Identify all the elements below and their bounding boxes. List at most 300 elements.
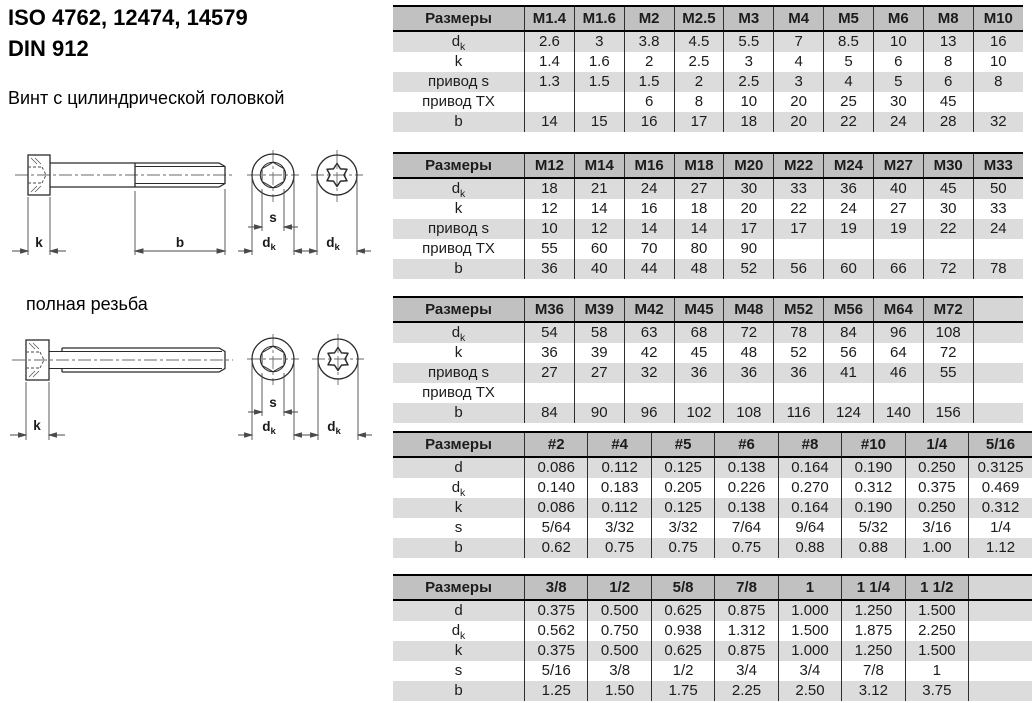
- value-cell: 140: [873, 403, 923, 423]
- value-cell: 1.5: [624, 72, 674, 92]
- value-cell: 12: [525, 199, 575, 219]
- value-cell: [969, 600, 1032, 621]
- dimension-table-imperial-large: [393, 574, 1032, 701]
- value-cell: 0.164: [778, 457, 841, 478]
- value-cell: [574, 383, 624, 403]
- value-cell: 18: [724, 112, 774, 132]
- metric-large: [393, 296, 1023, 423]
- header-row: [393, 432, 1032, 457]
- value-cell: 6: [923, 72, 973, 92]
- value-cell: 2.250: [905, 621, 968, 641]
- value-cell: 0.625: [651, 641, 714, 661]
- value-cell: 3/4: [778, 661, 841, 681]
- value-cell: [973, 239, 1023, 259]
- dimension-table-imperial-small: [393, 431, 1032, 558]
- table-row: [393, 239, 1023, 259]
- header-row: [393, 153, 1023, 178]
- column-header: 1/4: [905, 432, 968, 457]
- column-header: M5: [824, 6, 874, 31]
- column-header: 1 1/2: [905, 575, 968, 600]
- value-cell: [969, 681, 1032, 701]
- column-header: M2: [624, 6, 674, 31]
- table-row: [393, 322, 1023, 343]
- value-cell: 45: [923, 178, 973, 199]
- value-cell: 14: [674, 219, 724, 239]
- value-cell: 16: [624, 112, 674, 132]
- value-cell: 42: [624, 343, 674, 363]
- column-header: 3/8: [525, 575, 588, 600]
- value-cell: [873, 383, 923, 403]
- value-cell: 39: [574, 343, 624, 363]
- value-cell: 56: [774, 259, 824, 279]
- column-header: M48: [724, 297, 774, 322]
- row-label: b: [454, 682, 463, 699]
- value-cell: 1.3: [525, 72, 575, 92]
- value-cell: 24: [973, 219, 1023, 239]
- value-cell: 80: [674, 239, 724, 259]
- value-cell: [574, 92, 624, 112]
- value-cell: 78: [774, 322, 824, 343]
- column-header: M33: [973, 153, 1023, 178]
- value-cell: 40: [574, 259, 624, 279]
- row-label: k: [454, 499, 463, 516]
- value-cell: 0.750: [588, 621, 651, 641]
- value-cell: 55: [525, 239, 575, 259]
- value-cell: 45: [674, 343, 724, 363]
- value-cell: 0.250: [905, 457, 968, 478]
- centerlines: [15, 150, 363, 202]
- row-label: привод TX: [422, 93, 495, 110]
- value-cell: 10: [724, 92, 774, 112]
- value-cell: 1.312: [715, 621, 778, 641]
- value-cell: 0.75: [651, 538, 714, 558]
- value-cell: 6: [873, 52, 923, 72]
- column-header: 1/2: [588, 575, 651, 600]
- row-label: b: [454, 404, 463, 421]
- row-header-title: Размеры: [393, 297, 525, 322]
- column-header: M20: [724, 153, 774, 178]
- table-row: [393, 457, 1032, 478]
- dim-label-dk-hex: $d_k$: [262, 235, 276, 253]
- row-label: $d_k$: [451, 180, 466, 199]
- dim-label-dk-torx: $d_k$: [326, 235, 340, 253]
- value-cell: 0.875: [715, 641, 778, 661]
- value-cell: 0.112: [588, 498, 651, 518]
- value-cell: 0.125: [651, 457, 714, 478]
- value-cell: 3.75: [905, 681, 968, 701]
- value-cell: [973, 363, 1023, 383]
- value-cell: 16: [973, 31, 1023, 52]
- value-cell: 1.00: [905, 538, 968, 558]
- dimensions: [10, 361, 372, 440]
- value-cell: 19: [824, 219, 874, 239]
- value-cell: 27: [525, 363, 575, 383]
- row-label: $d_k$: [451, 324, 466, 343]
- value-cell: 5/32: [842, 518, 905, 538]
- value-cell: 4.5: [674, 31, 724, 52]
- table-row: [393, 661, 1032, 681]
- column-header: M42: [624, 297, 674, 322]
- value-cell: 0.138: [715, 498, 778, 518]
- row-label: b: [454, 260, 463, 277]
- value-cell: 0.75: [715, 538, 778, 558]
- row-label: d: [454, 602, 463, 619]
- value-cell: 2.25: [715, 681, 778, 701]
- value-cell: 0.469: [969, 478, 1032, 498]
- value-cell: 28: [923, 112, 973, 132]
- value-cell: 20: [774, 112, 824, 132]
- value-cell: 15: [574, 112, 624, 132]
- value-cell: 18: [674, 199, 724, 219]
- column-header: M14: [574, 153, 624, 178]
- table-row: [393, 199, 1023, 219]
- value-cell: 1/4: [969, 518, 1032, 538]
- value-cell: 10: [525, 219, 575, 239]
- value-cell: 17: [774, 219, 824, 239]
- dim-label-k: k: [35, 235, 43, 250]
- value-cell: 10: [973, 52, 1023, 72]
- title-block: [8, 2, 248, 64]
- row-label: привод TX: [422, 384, 495, 401]
- value-cell: 5: [873, 72, 923, 92]
- row-header-title: Размеры: [393, 6, 525, 31]
- row-label: привод s: [427, 220, 490, 237]
- value-cell: 66: [873, 259, 923, 279]
- value-cell: 13: [923, 31, 973, 52]
- value-cell: 0.312: [969, 498, 1032, 518]
- value-cell: [973, 403, 1023, 423]
- column-header: M72: [923, 297, 973, 322]
- value-cell: 0.183: [588, 478, 651, 498]
- value-cell: 0.938: [651, 621, 714, 641]
- value-cell: 0.375: [525, 641, 588, 661]
- value-cell: 96: [624, 403, 674, 423]
- value-cell: 36: [525, 343, 575, 363]
- value-cell: 48: [674, 259, 724, 279]
- column-header: M27: [873, 153, 923, 178]
- value-cell: 7/8: [842, 661, 905, 681]
- value-cell: [969, 621, 1032, 641]
- value-cell: 17: [724, 219, 774, 239]
- row-label: привод s: [427, 364, 490, 381]
- value-cell: 27: [873, 199, 923, 219]
- value-cell: 3: [574, 31, 624, 52]
- value-cell: 60: [574, 239, 624, 259]
- value-cell: 4: [824, 72, 874, 92]
- column-header: #8: [778, 432, 841, 457]
- header-row: [393, 6, 1023, 31]
- dim-label-b: b: [175, 235, 185, 250]
- value-cell: 50: [973, 178, 1023, 199]
- imperial-large: [393, 574, 1032, 701]
- value-cell: 17: [674, 112, 724, 132]
- column-header: M39: [574, 297, 624, 322]
- value-cell: 22: [824, 112, 874, 132]
- column-header: 1: [778, 575, 841, 600]
- value-cell: 30: [724, 178, 774, 199]
- value-cell: 0.375: [905, 478, 968, 498]
- value-cell: [973, 383, 1023, 403]
- table-row: [393, 363, 1023, 383]
- value-cell: 3/32: [651, 518, 714, 538]
- value-cell: 2.50: [778, 681, 841, 701]
- value-cell: 68: [674, 322, 724, 343]
- value-cell: 2.5: [674, 52, 724, 72]
- standards-title-line2: DIN 912: [8, 36, 89, 61]
- value-cell: 36: [724, 363, 774, 383]
- value-cell: 10: [873, 31, 923, 52]
- empty-column-header: [969, 575, 1032, 600]
- row-header-title: Размеры: [393, 432, 525, 457]
- column-header: M3: [724, 6, 774, 31]
- value-cell: [824, 383, 874, 403]
- value-cell: 3: [774, 72, 824, 92]
- column-header: M24: [824, 153, 874, 178]
- value-cell: [824, 239, 874, 259]
- value-cell: 0.88: [842, 538, 905, 558]
- value-cell: 1.500: [778, 621, 841, 641]
- value-cell: 1: [905, 661, 968, 681]
- value-cell: 24: [873, 112, 923, 132]
- column-header: M1.4: [525, 6, 575, 31]
- value-cell: 3: [724, 52, 774, 72]
- column-header: #4: [588, 432, 651, 457]
- value-cell: 22: [774, 199, 824, 219]
- value-cell: [525, 383, 575, 403]
- table-row: [393, 31, 1023, 52]
- value-cell: 0.190: [842, 498, 905, 518]
- dimensions: [12, 177, 371, 255]
- value-cell: 20: [774, 92, 824, 112]
- column-header: M30: [923, 153, 973, 178]
- value-cell: 52: [774, 343, 824, 363]
- imperial-small: [393, 431, 1032, 558]
- row-label: $d_k$: [451, 33, 466, 52]
- value-cell: 14: [574, 199, 624, 219]
- table-row: [393, 498, 1032, 518]
- value-cell: 84: [525, 403, 575, 423]
- column-header: M16: [624, 153, 674, 178]
- value-cell: 3/4: [715, 661, 778, 681]
- value-cell: 96: [873, 322, 923, 343]
- column-header: M2.5: [674, 6, 724, 31]
- metric-small: [393, 5, 1023, 132]
- table-row: [393, 681, 1032, 701]
- row-label: k: [454, 344, 463, 361]
- value-cell: 27: [674, 178, 724, 199]
- table-row: [393, 52, 1023, 72]
- dim-label-s: s: [269, 210, 277, 225]
- dim-label-dk-torx: $d_k$: [327, 419, 341, 437]
- screw-drawing-partial-thread: [0, 145, 380, 270]
- value-cell: 64: [873, 343, 923, 363]
- value-cell: 33: [973, 199, 1023, 219]
- value-cell: 30: [873, 92, 923, 112]
- value-cell: 24: [624, 178, 674, 199]
- value-cell: 90: [574, 403, 624, 423]
- column-header: M18: [674, 153, 724, 178]
- value-cell: 2.5: [724, 72, 774, 92]
- value-cell: 4: [774, 52, 824, 72]
- value-cell: [973, 92, 1023, 112]
- value-cell: 0.500: [588, 641, 651, 661]
- dimension-table-metric-large: [393, 296, 1023, 423]
- row-label: привод s: [427, 73, 490, 90]
- value-cell: [674, 383, 724, 403]
- value-cell: [973, 322, 1023, 343]
- value-cell: 108: [724, 403, 774, 423]
- value-cell: 0.138: [715, 457, 778, 478]
- row-label: $d_k$: [451, 479, 466, 498]
- value-cell: 0.190: [842, 457, 905, 478]
- centerlines: [12, 334, 364, 385]
- value-cell: [873, 239, 923, 259]
- value-cell: [969, 641, 1032, 661]
- value-cell: 30: [923, 199, 973, 219]
- value-cell: 0.250: [905, 498, 968, 518]
- value-cell: 1.12: [969, 538, 1032, 558]
- value-cell: 0.875: [715, 600, 778, 621]
- metric-medium: [393, 152, 1023, 279]
- value-cell: [923, 383, 973, 403]
- value-cell: 0.312: [842, 478, 905, 498]
- row-label: s: [454, 662, 463, 679]
- column-header: 5/8: [651, 575, 714, 600]
- column-header: M52: [774, 297, 824, 322]
- value-cell: 2.6: [525, 31, 575, 52]
- value-cell: 0.112: [588, 457, 651, 478]
- value-cell: 48: [724, 343, 774, 363]
- value-cell: 5: [824, 52, 874, 72]
- value-cell: 8.5: [824, 31, 874, 52]
- value-cell: 7: [774, 31, 824, 52]
- table-row: [393, 219, 1023, 239]
- value-cell: 102: [674, 403, 724, 423]
- value-cell: 90: [724, 239, 774, 259]
- value-cell: 72: [724, 322, 774, 343]
- row-header-title: Размеры: [393, 153, 525, 178]
- value-cell: [624, 383, 674, 403]
- value-cell: [774, 239, 824, 259]
- value-cell: 1.500: [905, 641, 968, 661]
- table-row: [393, 383, 1023, 403]
- value-cell: 8: [973, 72, 1023, 92]
- table-row: [393, 403, 1023, 423]
- value-cell: 0.88: [778, 538, 841, 558]
- value-cell: 63: [624, 322, 674, 343]
- table-row: [393, 72, 1023, 92]
- column-header: 7/8: [715, 575, 778, 600]
- value-cell: 116: [774, 403, 824, 423]
- value-cell: 124: [824, 403, 874, 423]
- value-cell: 0.140: [525, 478, 588, 498]
- value-cell: 55: [923, 363, 973, 383]
- value-cell: 20: [724, 199, 774, 219]
- value-cell: 25: [824, 92, 874, 112]
- screw-drawing-full-thread: [0, 330, 380, 450]
- value-cell: 36: [774, 363, 824, 383]
- value-cell: 32: [624, 363, 674, 383]
- full-thread-note: полная резьба: [26, 294, 148, 314]
- value-cell: 0.62: [525, 538, 588, 558]
- dimension-table-metric-medium: [393, 152, 1023, 279]
- column-header: M56: [824, 297, 874, 322]
- column-header: M64: [873, 297, 923, 322]
- row-header-title: Размеры: [393, 575, 525, 600]
- value-cell: [525, 92, 575, 112]
- value-cell: 41: [824, 363, 874, 383]
- row-label: d: [454, 459, 463, 476]
- column-header: M22: [774, 153, 824, 178]
- column-header: #10: [842, 432, 905, 457]
- value-cell: 7/64: [715, 518, 778, 538]
- value-cell: 1.250: [842, 641, 905, 661]
- value-cell: 0.164: [778, 498, 841, 518]
- value-cell: 0.500: [588, 600, 651, 621]
- table-row: [393, 343, 1023, 363]
- value-cell: 1.5: [574, 72, 624, 92]
- value-cell: 1/2: [651, 661, 714, 681]
- value-cell: 1.50: [588, 681, 651, 701]
- value-cell: 108: [923, 322, 973, 343]
- table-row: [393, 112, 1023, 132]
- header-row: [393, 575, 1032, 600]
- value-cell: 46: [873, 363, 923, 383]
- value-cell: 44: [624, 259, 674, 279]
- row-label: $d_k$: [451, 622, 466, 641]
- value-cell: 58: [574, 322, 624, 343]
- column-header: M10: [973, 6, 1023, 31]
- table-row: [393, 621, 1032, 641]
- value-cell: 78: [973, 259, 1023, 279]
- dim-label-k: k: [33, 418, 41, 433]
- value-cell: 14: [525, 112, 575, 132]
- table-row: [393, 641, 1032, 661]
- row-label: k: [454, 200, 463, 217]
- row-label: b: [454, 113, 463, 130]
- value-cell: 0.205: [651, 478, 714, 498]
- product-subtitle: Винт с цилиндрической головкой: [8, 88, 285, 108]
- value-cell: 12: [574, 219, 624, 239]
- column-header: #6: [715, 432, 778, 457]
- value-cell: 14: [624, 219, 674, 239]
- column-header: 5/16: [969, 432, 1032, 457]
- value-cell: 1.6: [574, 52, 624, 72]
- column-header: M1.6: [574, 6, 624, 31]
- value-cell: 70: [624, 239, 674, 259]
- value-cell: 8: [674, 92, 724, 112]
- empty-column-header: [973, 297, 1023, 322]
- value-cell: 156: [923, 403, 973, 423]
- value-cell: 0.086: [525, 498, 588, 518]
- column-header: 1 1/4: [842, 575, 905, 600]
- table-row: [393, 92, 1023, 112]
- standards-title-line1: ISO 4762, 12474, 14579: [8, 5, 248, 30]
- header-row: [393, 297, 1023, 322]
- value-cell: 36: [525, 259, 575, 279]
- column-header: #5: [651, 432, 714, 457]
- value-cell: [973, 343, 1023, 363]
- value-cell: 3/16: [905, 518, 968, 538]
- value-cell: [969, 661, 1032, 681]
- value-cell: 0.270: [778, 478, 841, 498]
- value-cell: 3.8: [624, 31, 674, 52]
- value-cell: 72: [923, 259, 973, 279]
- row-label: s: [454, 519, 463, 536]
- value-cell: 1.4: [525, 52, 575, 72]
- value-cell: 0.125: [651, 498, 714, 518]
- value-cell: 3.12: [842, 681, 905, 701]
